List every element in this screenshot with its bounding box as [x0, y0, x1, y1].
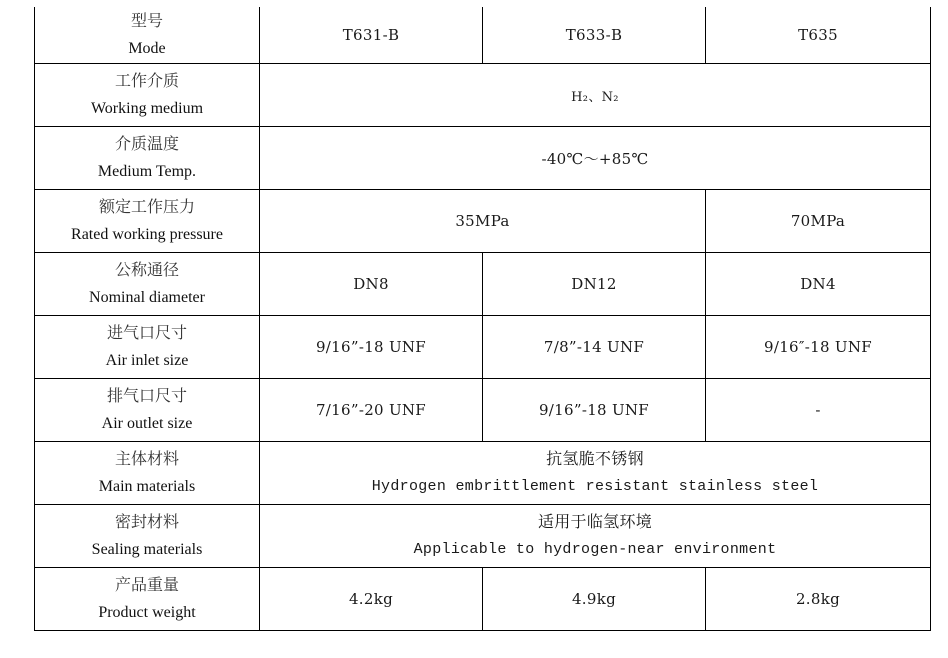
- table-row: [35, 442, 931, 505]
- cell-value: 2.8kg: [706, 568, 931, 631]
- cell-value-merged: H₂、N₂: [260, 64, 931, 127]
- cell-value: 9/16”-18 UNF: [483, 379, 706, 442]
- label-en: Medium Temp.: [97, 163, 197, 180]
- table-row: [35, 316, 931, 379]
- label-zh: 进气口尺寸: [106, 323, 187, 342]
- cell-value: 4.9kg: [483, 568, 706, 631]
- label-zh: 主体材料: [114, 449, 179, 468]
- label-zh: 型号: [130, 11, 163, 30]
- label-zh: 额定工作压力: [98, 197, 195, 216]
- label-zh: 产品重量: [114, 575, 179, 594]
- row-label: [35, 253, 260, 316]
- label-zh: 公称通径: [114, 260, 179, 279]
- label-zh: 密封材料: [114, 512, 179, 531]
- label-en: Main materials: [98, 478, 196, 495]
- label-zh: 介质温度: [114, 134, 179, 153]
- row-label: [35, 505, 260, 568]
- spec-table-container: [34, 7, 931, 631]
- table-row: [35, 253, 931, 316]
- cell-value: -: [706, 379, 931, 442]
- row-label: [35, 64, 260, 127]
- spec-table: [34, 7, 931, 631]
- row-label: [35, 127, 260, 190]
- row-label: [35, 7, 260, 64]
- label-en: Air outlet size: [101, 415, 193, 432]
- label-en: Rated working pressure: [71, 226, 223, 243]
- table-row: [35, 568, 931, 631]
- label-zh: 排气口尺寸: [106, 386, 187, 405]
- cell-value: 9/16”-18 UNF: [260, 316, 483, 379]
- value-zh: 抗氢脆不锈钢: [546, 449, 644, 468]
- table-row: [35, 64, 931, 127]
- cell-value: T631-B: [260, 7, 483, 64]
- label-en: Air inlet size: [105, 352, 189, 369]
- cell-value-merged: 35MPa: [260, 190, 706, 253]
- row-label: [35, 316, 260, 379]
- cell-value: 7/16”-20 UNF: [260, 379, 483, 442]
- table-row: [35, 505, 931, 568]
- row-label: [35, 190, 260, 253]
- cell-value: 70MPa: [706, 190, 931, 253]
- table-row: [35, 7, 931, 64]
- row-label: [35, 442, 260, 505]
- cell-value: DN4: [706, 253, 931, 316]
- cell-value: T635: [706, 7, 931, 64]
- value-en: Hydrogen embrittlement resistant stainless steel: [371, 478, 819, 495]
- label-zh: 工作介质: [114, 71, 179, 90]
- cell-value: 7/8”-14 UNF: [483, 316, 706, 379]
- cell-value: DN12: [483, 253, 706, 316]
- label-en: Mode: [128, 40, 166, 57]
- label-en: Sealing materials: [91, 541, 203, 558]
- label-en: Nominal diameter: [89, 289, 205, 306]
- label-en: Product weight: [98, 604, 196, 621]
- value-zh: 适用于临氢环境: [537, 512, 653, 531]
- cell-value: DN8: [260, 253, 483, 316]
- cell-value: 9/16″-18 UNF: [706, 316, 931, 379]
- cell-value-merged: [260, 505, 931, 568]
- value-en: Applicable to hydrogen-near environment: [413, 541, 777, 558]
- table-row: [35, 379, 931, 442]
- row-label: [35, 379, 260, 442]
- table-row: [35, 190, 931, 253]
- row-label: [35, 568, 260, 631]
- cell-value-merged: -40℃～+85℃: [260, 127, 931, 190]
- table-row: [35, 127, 931, 190]
- cell-value: 4.2kg: [260, 568, 483, 631]
- cell-value: T633-B: [483, 7, 706, 64]
- label-en: Working medium: [90, 100, 204, 117]
- cell-value-merged: [260, 442, 931, 505]
